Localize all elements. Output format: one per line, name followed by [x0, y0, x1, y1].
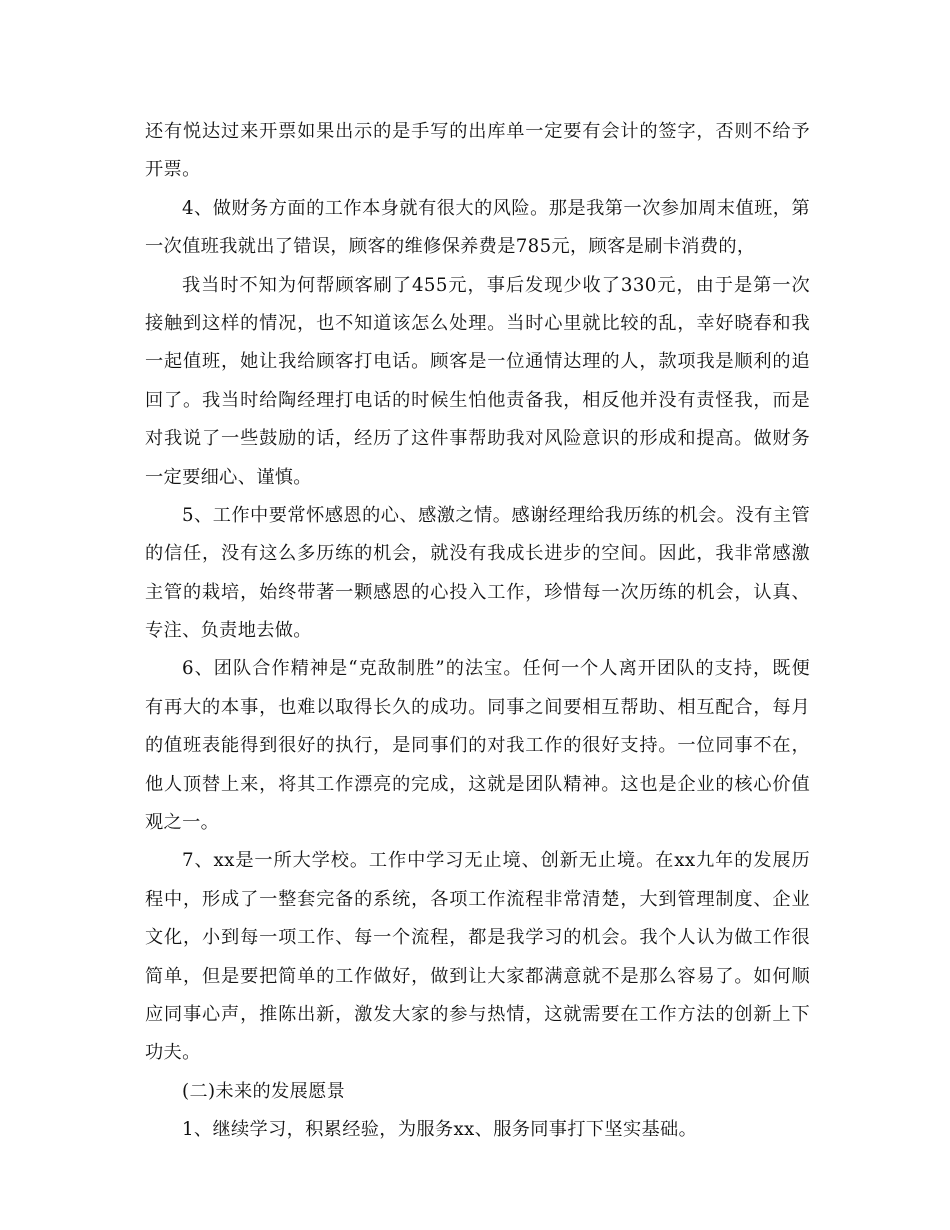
- text-line: 开票。: [145, 159, 201, 181]
- text-line: 观之一。: [145, 812, 220, 834]
- text-line: 主管的栽培，始终带著一颗感恩的心投入工作，珍惜每一次历练的机会，认真、: [145, 581, 810, 603]
- text-line: 我当时不知为何帮顾客刷了455元，事后发现少收了330元，由于是第一次: [182, 274, 810, 296]
- paragraph-7-start: 7、xx是一所大学校。工作中学习无止境、创新无止境。在xx九年的发展历: [182, 850, 810, 872]
- text-line: 一定要细心、谨慎。: [145, 466, 312, 488]
- text-line: 接触到这样的情况，也不知道该怎么处理。当时心里就比较的乱，幸好晓春和我: [145, 312, 810, 334]
- paragraph-4-start: 4、做财务方面的工作本身就有很大的风险。那是我第一次参加周末值班，第: [182, 197, 810, 219]
- text-line: 专注、负责地去做。: [145, 620, 312, 642]
- text-line: 程中，形成了一整套完备的系统，各项工作流程非常清楚，大到管理制度、企业: [145, 888, 810, 910]
- text-line: 回了。我当时给陶经理打电话的时候生怕他责备我，相反他并没有责怪我，而是: [145, 389, 810, 411]
- text-line: 的信任，没有这么多历练的机会，就没有我成长进步的空间。因此，我非常感激: [145, 543, 810, 565]
- text-line: 1、继续学习，积累经验，为服务xx、服务同事打下坚实基础。: [182, 1119, 698, 1141]
- paragraph-6-start: 6、团队合作精神是“克敌制胜”的法宝。任何一个人离开团队的支持，既便: [182, 658, 810, 680]
- text-line: 对我说了一些鼓励的话，经历了这件事帮助我对风险意识的形成和提高。做财务: [145, 428, 810, 450]
- text-line: 简单，但是要把简单的工作做好，做到让大家都满意就不是那么容易了。如何顺: [145, 965, 810, 987]
- text-line: 应同事心声，推陈出新，激发大家的参与热情，这就需要在工作方法的创新上下: [145, 1003, 810, 1025]
- document-body: [145, 113, 810, 1150]
- section-heading: (二)未来的发展愿景: [182, 1080, 346, 1102]
- text-line: 功夫。: [145, 1042, 201, 1064]
- text-line: 有再大的本事，也难以取得长久的成功。同事之间要相互帮助、相互配合，每月: [145, 696, 810, 718]
- text-line: 文化，小到每一项工作、每一个流程，都是我学习的机会。我个人认为做工作很: [145, 927, 810, 949]
- text-line: 一次值班我就出了错误，顾客的维修保养费是785元，顾客是刷卡消费的，: [145, 236, 756, 258]
- paragraph-5-start: 5、工作中要常怀感恩的心、感激之情。感谢经理给我历练的机会。没有主管: [182, 504, 810, 526]
- text-line: 一起值班，她让我给顾客打电话。顾客是一位通情达理的人，款项我是顺利的追: [145, 351, 810, 373]
- text-line: 的值班表能得到很好的执行，是同事们的对我工作的很好支持。一位同事不在，: [145, 735, 810, 757]
- text-line: 他人顶替上来，将其工作漂亮的完成，这就是团队精神。这也是企业的核心价值: [145, 773, 810, 795]
- text-line: 还有悦达过来开票如果出示的是手写的出库单一定要有会计的签字，否则不给予: [145, 121, 810, 142]
